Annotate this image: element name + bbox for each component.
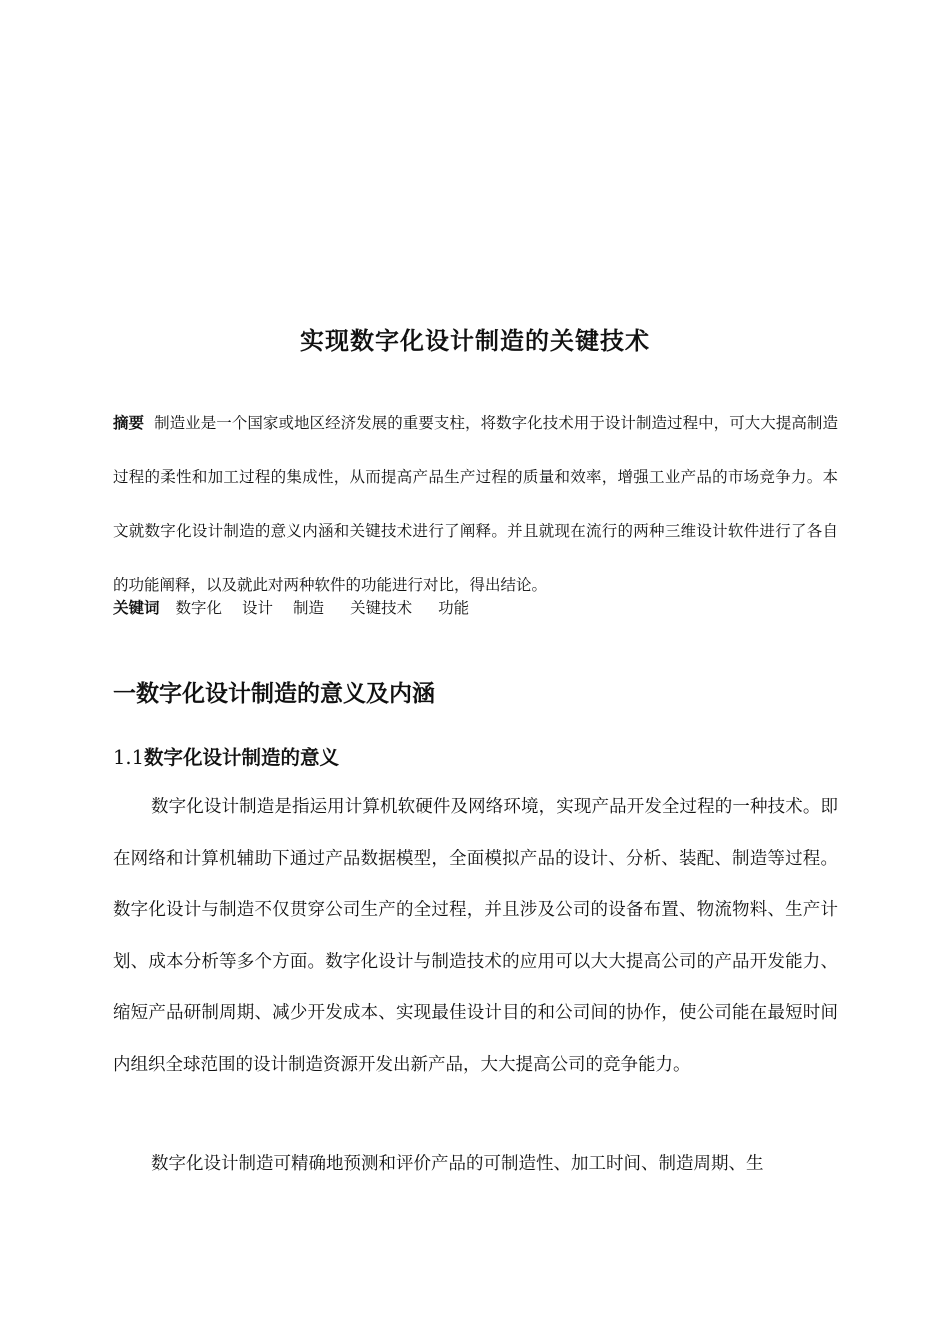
section-heading: 一数字化设计制造的意义及内涵 bbox=[113, 681, 435, 707]
keyword-item: 功能 bbox=[438, 599, 470, 617]
keyword-item: 关键技术 bbox=[350, 599, 413, 617]
keywords-line bbox=[113, 594, 838, 622]
abstract-block bbox=[113, 396, 838, 612]
keyword-item: 设计 bbox=[242, 599, 274, 617]
keyword-item: 制造 bbox=[293, 599, 325, 617]
body-paragraph: 数字化设计制造可精确地预测和评价产品的可制造性、加工时间、制造周期、生 bbox=[151, 1154, 764, 1174]
subsection-number: 1.1 bbox=[113, 746, 145, 769]
document-title: 实现数字化设计制造的关键技术 bbox=[300, 327, 650, 355]
body-paragraph: 数字化设计制造是指运用计算机软硬件及网络环境，实现产品开发全过程的一种技术。即在网络和计算机辅助下通过产品数据模型，全面模拟产品的设计、分析、装配、制造等过程。数字化设计与制造不仅贯穿公司生产的全过程，并且涉及公司的设备布置、物流物料、生产计划、成本分析等多个方面。数字化设计与制造技术的应用可以大大提高公司的产品开发能力、缩短产品研制周期、减少开发成本、实现最佳设计目的和公司间的协作，使公司能在最短时间内组织全球范围的设计制造资源开发出新产品，大大提高公司的竞争能力。 bbox=[113, 797, 838, 1075]
subsection-title: 数字化设计制造的意义 bbox=[144, 746, 340, 769]
keywords-label: 关键词 bbox=[113, 599, 160, 617]
subsection-heading bbox=[113, 741, 339, 775]
keyword-item: 数字化 bbox=[175, 599, 223, 617]
abstract-text: 制造业是一个国家或地区经济发展的重要支柱，将数字化技术用于设计制造过程中，可大大提高制造过程的柔性和加工过程的集成性，从而提高产品生产过程的质量和效率，增强工业产品的市场竞争力。本文就数字化设计制造的意义内涵和关键技术进行了阐释。并且就现在流行的两种三维设计软件进行了各自的功能阐释，以及就此对两种软件的功能进行对比，得出结论。 bbox=[113, 414, 838, 594]
abstract-label: 摘要 bbox=[113, 414, 145, 432]
